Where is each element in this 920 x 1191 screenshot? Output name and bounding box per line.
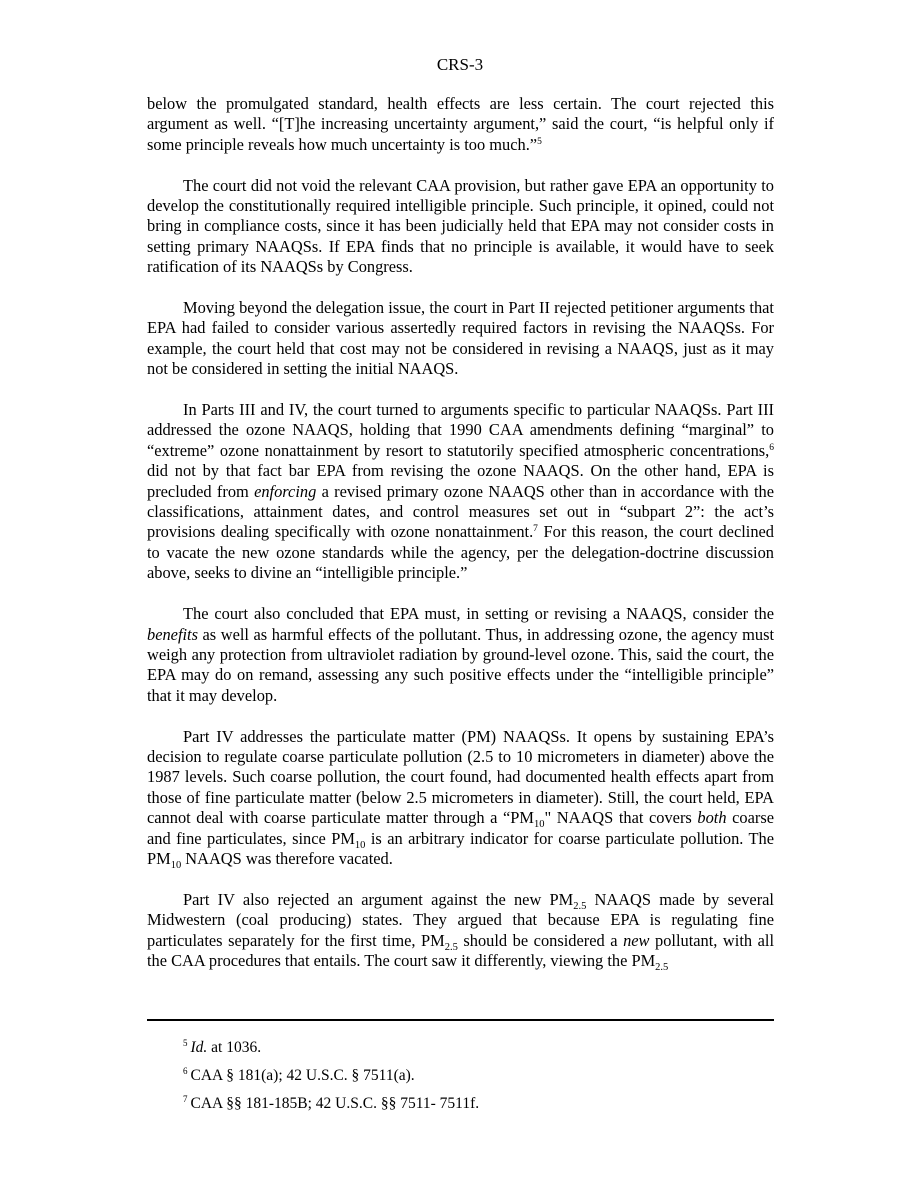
paragraph-4: [147, 400, 774, 584]
footnote-divider: [147, 1019, 774, 1021]
paragraph-7: [147, 890, 774, 972]
subscript: 2.5: [655, 961, 669, 973]
paragraph-text: Part IV also rejected an argument against the new PM: [183, 889, 574, 909]
paragraph-text: In Parts III and IV, the court turned to arguments specific to particular NAAQSs. Part III addressed the ozone NAAQS, holding that 1990 CAA amendments defining “marginal” to “extreme” ozone nonattainment by resort to statutorily specified atmospheric concentrations,: [147, 400, 774, 460]
footnote-number: 5: [183, 1038, 188, 1048]
emphasis-text: enforcing: [254, 481, 317, 501]
paragraph-text: a revised primary ozone NAAQS other than in accordance with the classifications, attainment dates, and control measures set out in “subpart 2”: the act’s provisions dealing specifically with ozone nonattainment.: [147, 481, 774, 542]
footnote-5: [183, 1038, 479, 1058]
paragraph-text: as well as harmful effects of the pollutant. Thus, in addressing ozone, the agency must weigh any protection from ultraviolet radiation by ground-level ozone. This, said the court, the EPA may do on remand, assessing any such positive effects under the “intelligible principle” that it may develop.: [147, 624, 774, 705]
paragraph-text: For this reason, the court declined to vacate the new ozone standards while the agency, per the delegation-doctrine discussion above, seeks to divine an “intelligible principle.”: [147, 522, 774, 583]
paragraph-text: should be considered a: [457, 930, 624, 950]
paragraph-5: [147, 604, 774, 706]
footnote-text: CAA §§ 181-185B; 42 U.S.C. §§ 7511- 7511f.: [190, 1095, 480, 1112]
emphasis-text: benefits: [147, 624, 198, 644]
paragraph-text: pollutant, with all the CAA procedures that entails. The court saw it differently, viewing the PM: [147, 930, 775, 970]
footnotes: [183, 1038, 479, 1122]
subscript: 2.5: [573, 900, 587, 912]
paragraph-text: NAAQS was therefore vacated.: [181, 848, 393, 868]
paragraph-text: coarse and fine particulates, since PM: [147, 808, 774, 848]
emphasis-text: new: [623, 930, 650, 950]
subscript: 2.5: [444, 941, 458, 953]
paragraph-text: The court also concluded that EPA must, in setting or revising a NAAQS, consider the: [183, 604, 774, 624]
paragraph-2: [147, 176, 774, 278]
footnote-7: [183, 1094, 479, 1114]
paragraph-text: did not by that fact bar EPA from revising the ozone NAAQS. On the other hand, EPA is precluded from: [147, 461, 774, 501]
emphasis-text: both: [697, 808, 727, 828]
subscript: 10: [170, 859, 182, 871]
footnote-number: 6: [183, 1066, 188, 1076]
paragraph-text: NAAQS made by several Midwestern (coal producing) states. They argued that because EPA is regulating fine particulates separately for the first time, PM: [147, 889, 774, 950]
paragraph-text: " NAAQS that covers: [544, 808, 698, 828]
subscript: 10: [534, 819, 545, 831]
paragraph-text: is an arbitrary indicator for coarse particulate pollution. The PM: [147, 828, 775, 868]
emphasis-text: Id.: [190, 1039, 208, 1056]
footnote-ref: 7: [533, 524, 538, 535]
page-number-header: CRS-3: [436, 55, 484, 74]
footnote-ref: 5: [537, 136, 542, 147]
paragraph-text: Moving beyond the delegation issue, the court in Part II rejected petitioner arguments that EPA had failed to consider various assertedly required factors in revising the NAAQSs. For example, the court held that cost may not be considered in revising a NAAQS, just as it may not be considered in setting the initial NAAQS.: [147, 298, 774, 379]
body-text: [147, 94, 774, 992]
subscript: 10: [354, 839, 366, 851]
footnote-text: CAA § 181(a); 42 U.S.C. § 7511(a).: [190, 1067, 415, 1084]
paragraph-text: below the promulgated standard, health effects are less certain. The court rejected this argument as well. “[T]he increasing uncertainty argument,” said the court, “is helpful only if some principle reveals how much uncertainty is too much.”: [147, 94, 774, 154]
paragraph-6: [147, 727, 774, 870]
footnote-6: [183, 1066, 479, 1086]
footnote-number: 7: [183, 1094, 188, 1104]
paragraph-text: Part IV addresses the particulate matter (PM) NAAQSs. It opens by sustaining EPA’s decision to regulate coarse particulate pollution (2.5 to 10 micrometers in diameter) above the 1987 levels. Such coarse pollution, the court found, had documented health effects apart from those of fine particulate matter (below 2.5 micrometers in diameter). Still, the court held, EPA cannot deal with coarse particulate matter through a “PM: [147, 726, 774, 828]
footnote-ref: 6: [769, 442, 774, 453]
paragraph-text: The court did not void the relevant CAA provision, but rather gave EPA an opportunity to develop the constitutionally required intelligible principle. Such principle, it opined, could not bring in compliance costs, since it has been judicially held that EPA may not consider costs in setting primary NAAQSs. If EPA finds that no principle is available, it would have to seek ratification of its NAAQSs by Congress.: [147, 175, 774, 277]
footnote-text: at 1036.: [207, 1039, 262, 1056]
paragraph-1: [147, 94, 774, 155]
paragraph-3: [147, 298, 774, 380]
